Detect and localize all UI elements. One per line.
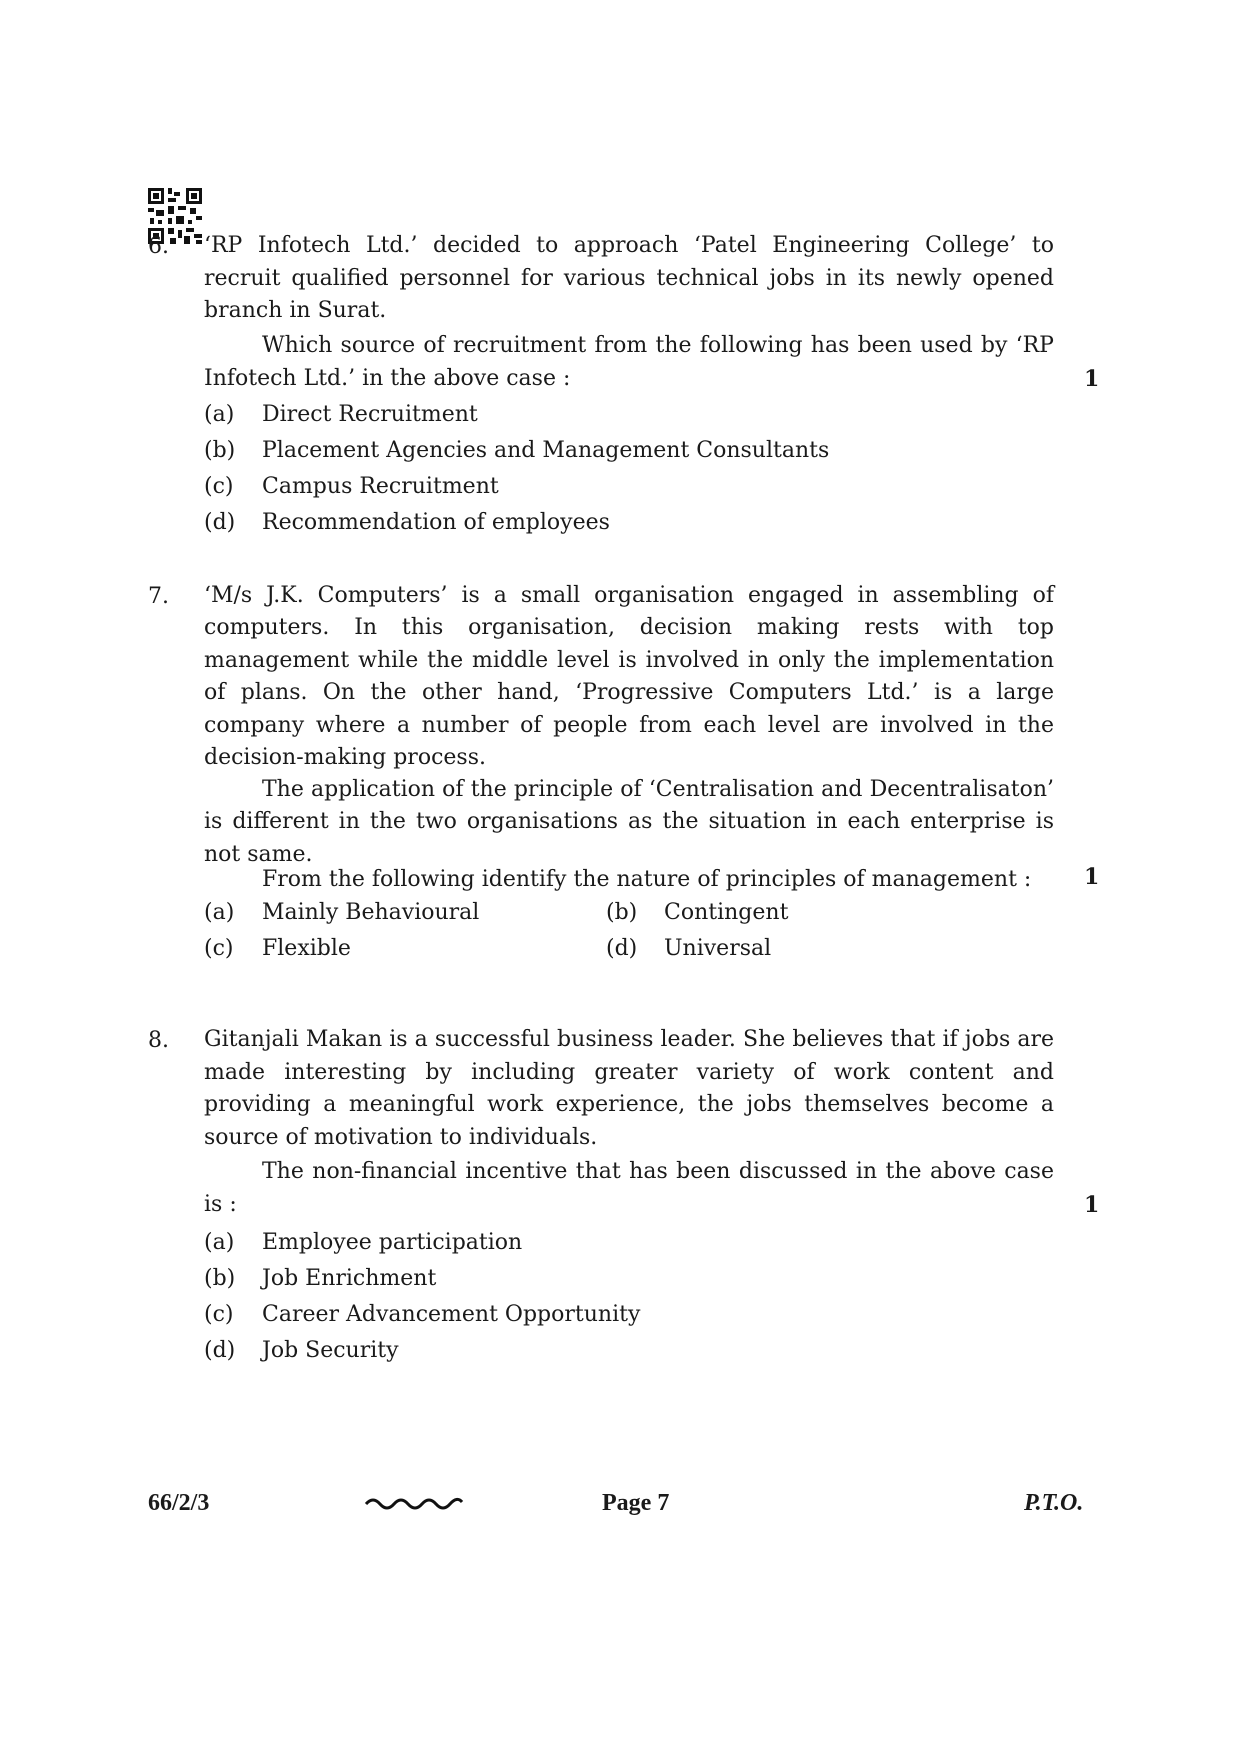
marks: 1 [1084, 366, 1100, 392]
option-b[interactable] [606, 900, 788, 925]
option-label: (c) [204, 474, 234, 499]
option-text: Job Security [262, 1338, 399, 1363]
question-prompt: From the following identify the nature of principles of management : [262, 867, 1032, 892]
page-number: Page 7 [602, 1490, 670, 1516]
question-number: 8. [148, 1028, 169, 1053]
option-text: Placement Agencies and Management Consultants [262, 438, 830, 463]
option-text: Job Enrichment [262, 1266, 437, 1291]
option-text: Contingent [664, 900, 789, 925]
question-prompt: Which source of recruitment from the following has been used by ‘RP Infotech Ltd.’ in the above case : [204, 333, 1054, 391]
option-label: (c) [204, 1302, 234, 1327]
option-a[interactable] [204, 900, 479, 925]
option-label: (d) [204, 1338, 236, 1363]
option-d[interactable] [606, 936, 771, 961]
option-label: (a) [204, 1230, 235, 1255]
option-a[interactable] [204, 1230, 522, 1255]
marks: 1 [1084, 1192, 1100, 1218]
option-c[interactable] [204, 936, 351, 961]
question-text: Gitanjali Makan is a successful business leader. She believes that if jobs are made interesting by including greater variety of work content and providing a meaningful work experience, the jobs themselves become a source of motivation to individuals. [204, 1027, 1054, 1150]
option-b[interactable] [204, 1266, 436, 1291]
option-text: Employee participation [262, 1230, 523, 1255]
question-text: ‘RP Infotech Ltd.’ decided to approach ‘Patel Engineering College’ to recruit qualified personnel for various technical jobs in its newly opened branch in Surat. [204, 233, 1054, 323]
option-c[interactable] [204, 474, 499, 499]
option-text: Campus Recruitment [262, 474, 499, 499]
question-number: 6. [148, 234, 169, 259]
option-label: (a) [204, 900, 235, 925]
wave-ornament [364, 1494, 464, 1514]
option-label: (b) [204, 438, 236, 463]
option-b[interactable] [204, 438, 829, 463]
option-text: Career Advancement Opportunity [262, 1302, 641, 1327]
option-label: (d) [204, 510, 236, 535]
question-text: ‘M/s J.K. Computers’ is a small organisation engaged in assembling of computers. In this organisation, decision making rests with top management while the middle level is involved in only the implementation of plans. On the other hand, ‘Progressive Computers Ltd.’ is a large company where a number of people from each level are involved in the decision-making process. [204, 583, 1054, 771]
option-text: Direct Recruitment [262, 402, 478, 427]
option-label: (d) [606, 936, 638, 961]
marks: 1 [1084, 864, 1100, 890]
wave-icon [364, 1494, 464, 1514]
option-d[interactable] [204, 1338, 399, 1363]
option-a[interactable] [204, 402, 478, 427]
option-label: (c) [204, 936, 234, 961]
option-text: Mainly Behavioural [262, 900, 480, 925]
option-text: Universal [664, 936, 772, 961]
option-text: Flexible [262, 936, 351, 961]
option-text: Recommendation of employees [262, 510, 610, 535]
option-label: (b) [204, 1266, 236, 1291]
paper-code: 66/2/3 [148, 1490, 210, 1516]
option-label: (a) [204, 402, 235, 427]
option-c[interactable] [204, 1302, 640, 1327]
option-d[interactable] [204, 510, 610, 535]
pto: P.T.O. [1024, 1490, 1084, 1516]
question-number: 7. [148, 584, 169, 609]
question-context: The application of the principle of ‘Centralisation and Decentralisaton’ is different in the two organisations as the situation in each enterprise is not same. [204, 777, 1054, 867]
option-label: (b) [606, 900, 638, 925]
question-prompt: The non-financial incentive that has been discussed in the above case is : [204, 1159, 1054, 1217]
